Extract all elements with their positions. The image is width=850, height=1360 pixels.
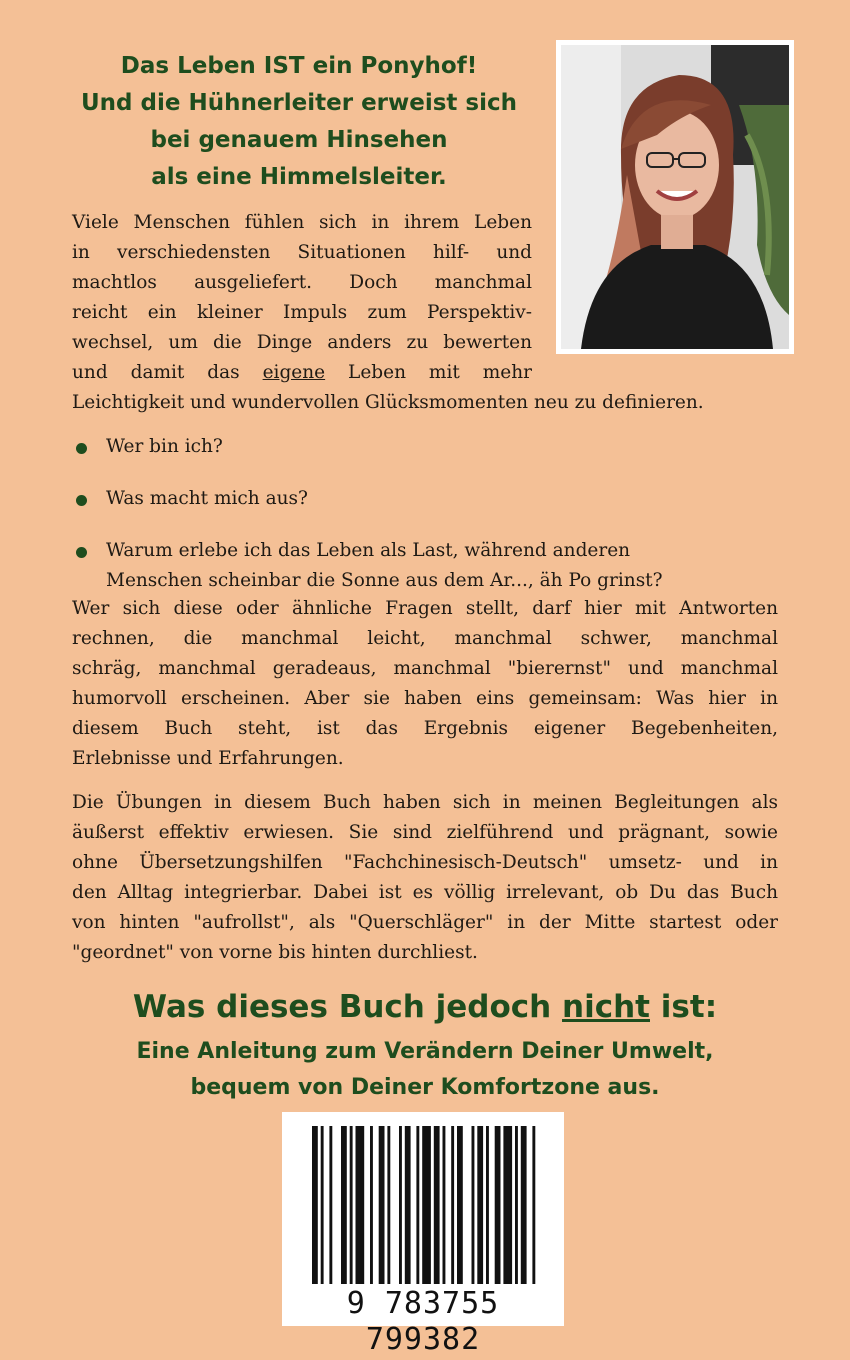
bullet-dot-icon xyxy=(76,495,87,506)
barcode-bar xyxy=(434,1126,440,1284)
barcode-bar xyxy=(329,1126,332,1284)
para-line: humorvoll erscheinen. Aber sie haben eins gemeinsam: Was hier in xyxy=(72,688,778,709)
emphasis-eigene: eigene xyxy=(262,362,326,383)
not-heading-text: ist: xyxy=(650,989,718,1025)
intro-line: Leichtigkeit und wundervollen Glücksmomenten neu zu definieren. xyxy=(72,392,704,413)
intro-text: Leben mit mehr xyxy=(325,362,532,383)
para-line: den Alltag integrierbar. Dabei ist es völlig irrelevant, ob Du das Buch xyxy=(72,882,778,903)
list-item xyxy=(72,432,780,462)
intro-line: wechsel, um die Dinge anders zu bewerten xyxy=(72,332,532,353)
barcode-bar xyxy=(370,1126,373,1284)
para-line: "geordnet" von vorne bis hinten durchliest. xyxy=(72,942,478,963)
barcode-bar xyxy=(532,1126,535,1284)
tagline-line: bei genauem Hinsehen xyxy=(150,127,448,153)
tagline-line: Das Leben IST ein Ponyhof! xyxy=(120,53,478,79)
barcode-bar xyxy=(416,1126,419,1284)
para-line: Die Übungen in diesem Buch haben sich in meinen Begleitungen als xyxy=(72,792,778,813)
list-item xyxy=(72,484,780,514)
para-line: rechnen, die manchmal leicht, manchmal schwer, manchmal xyxy=(72,628,778,649)
barcode-bar xyxy=(405,1126,411,1284)
barcode-bar xyxy=(503,1126,512,1284)
question-list xyxy=(72,432,780,596)
questions-paragraph xyxy=(72,594,778,774)
not-sub-line: bequem von Deiner Komfortzone aus. xyxy=(190,1075,660,1100)
barcode-bar xyxy=(341,1126,347,1284)
para-line: Wer sich diese oder ähnliche Fragen stellt, darf hier mit Antworten xyxy=(72,598,778,619)
barcode-bar xyxy=(321,1126,324,1284)
barcode-bar xyxy=(356,1126,365,1284)
bullet-dot-icon xyxy=(76,443,87,454)
intro-paragraph xyxy=(72,208,780,418)
isbn-barcode xyxy=(282,1112,564,1357)
para-line: Erlebnisse und Erfahrungen. xyxy=(72,748,344,769)
barcode-bar xyxy=(350,1126,353,1284)
barcode-bar xyxy=(515,1126,518,1284)
barcode-bar xyxy=(457,1126,463,1284)
list-item-text: Was macht mich aus? xyxy=(106,488,308,509)
intro-text: und damit das xyxy=(72,362,263,383)
not-heading xyxy=(0,986,850,1028)
barcode-bar xyxy=(312,1126,318,1284)
intro-line: Viele Menschen fühlen sich in ihrem Leben xyxy=(72,212,532,233)
para-line: äußerst effektiv erwiesen. Sie sind zielführend und prägnant, sowie xyxy=(72,822,778,843)
tagline-line: Und die Hühnerleiter erweist sich xyxy=(80,90,518,116)
barcode-bar xyxy=(472,1126,475,1284)
exercises-paragraph xyxy=(72,788,778,968)
tagline-line: als eine Himmelsleiter. xyxy=(151,164,447,190)
bullet-dot-icon xyxy=(76,547,87,558)
list-item-text: Menschen scheinbar die Sonne aus dem Ar..., äh Po grinst? xyxy=(106,570,663,591)
para-line: schräg, manchmal geradeaus, manchmal "bierernst" und manchmal xyxy=(72,658,778,679)
intro-line-6 xyxy=(72,358,532,388)
para-line: von hinten "aufrollst", als "Querschläger" in der Mitte startest oder xyxy=(72,912,778,933)
intro-line: machtlos ausgeliefert. Doch manchmal xyxy=(72,272,532,293)
not-emphasis: nicht xyxy=(562,989,650,1025)
barcode-bar xyxy=(495,1126,501,1284)
list-item-text: Warum erlebe ich das Leben als Last, während anderen xyxy=(106,540,631,561)
barcode-bar xyxy=(379,1126,385,1284)
not-heading-text: Was dieses Buch jedoch xyxy=(132,989,563,1025)
para-line: ohne Übersetzungshilfen "Fachchinesisch-Deutsch" umsetz- und in xyxy=(72,852,778,873)
intro-line: reicht ein kleiner Impuls zum Perspektiv- xyxy=(72,302,532,323)
para-line: diesem Buch steht, ist das Ergebnis eigener Begebenheiten, xyxy=(72,718,778,739)
list-item-text: Wer bin ich? xyxy=(106,436,223,457)
barcode-bar xyxy=(387,1126,390,1284)
not-subheading xyxy=(0,1034,850,1106)
tagline xyxy=(60,48,538,196)
barcode-bar xyxy=(451,1126,454,1284)
barcode-bar xyxy=(521,1126,527,1284)
not-sub-line: Eine Anleitung zum Verändern Deiner Umwelt, xyxy=(136,1039,714,1064)
list-item xyxy=(72,536,780,596)
barcode-bar xyxy=(486,1126,489,1284)
intro-line: in verschiedensten Situationen hilf- und xyxy=(72,242,532,263)
barcode-bar xyxy=(443,1126,446,1284)
barcode-bar xyxy=(422,1126,431,1284)
barcode-bar xyxy=(477,1126,483,1284)
isbn-number: 9 783755 799382 xyxy=(346,1286,500,1357)
barcode-bar xyxy=(399,1126,402,1284)
